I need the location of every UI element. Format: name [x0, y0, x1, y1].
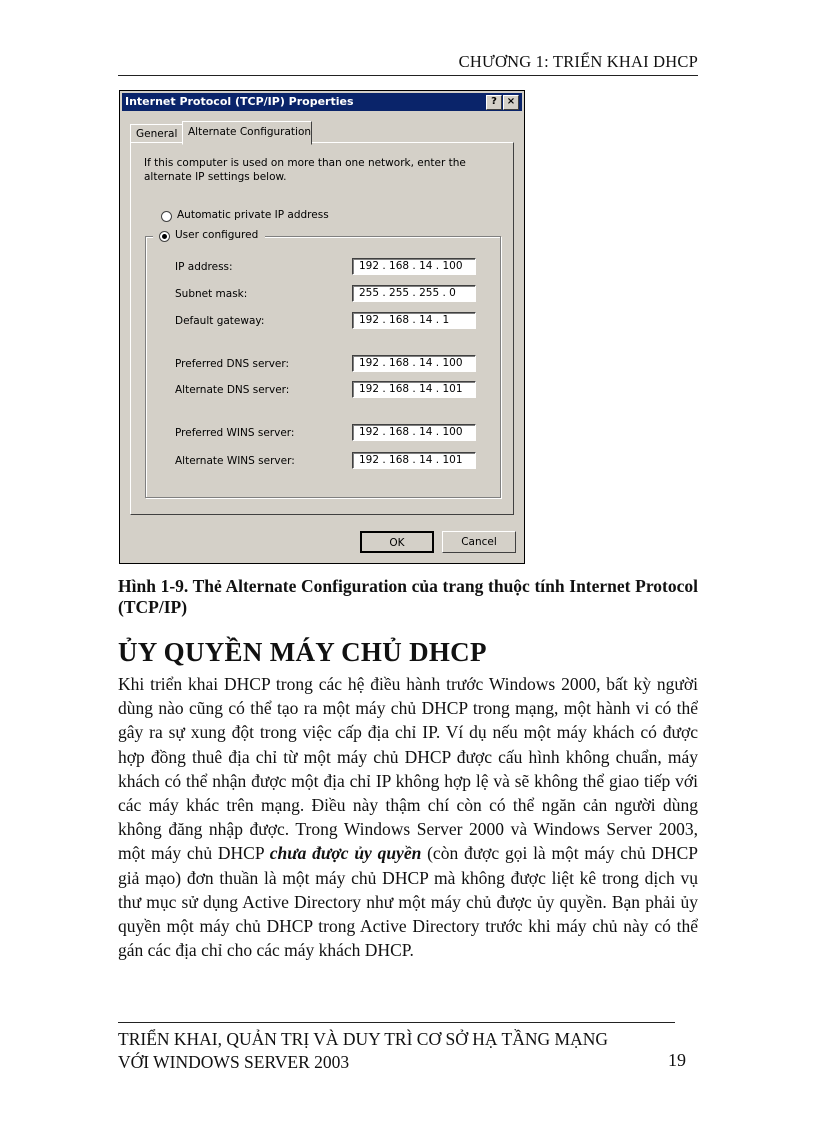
radio-user-configured-label[interactable]: User configured	[175, 229, 259, 241]
preferred-dns-label: Preferred DNS server:	[175, 358, 290, 370]
default-gateway-label: Default gateway:	[175, 315, 265, 327]
tab-alternate-configuration[interactable]: Alternate Configuration	[182, 121, 312, 145]
preferred-wins-field[interactable]: 192 . 168 . 14 . 100	[352, 424, 476, 441]
dialog-titlebar[interactable]	[122, 93, 522, 111]
running-header: CHƯƠNG 1: TRIỂN KHAI DHCP	[458, 52, 698, 71]
page-number: 19	[668, 1050, 686, 1070]
close-button[interactable]: ×	[503, 95, 519, 110]
help-button[interactable]: ?	[486, 95, 502, 110]
tab-panel	[130, 142, 514, 515]
paragraph-text-before: Khi triển khai DHCP trong các hệ điều hành trước Windows 2000, bất kỳ người dùng nào cũng có thể tạo ra một máy chủ DHCP trong mạng, một hành vi có thể gây ra sự xung đột trong việc cấp địa chỉ IP. Ví dụ nếu một máy khách có được hợp đồng thuê địa chỉ từ một máy chủ DHCP được cấu hình không chuẩn, máy khách có thể nhận được một địa chỉ IP không hợp lệ và sẽ không thể giao tiếp với các máy khác trên mạng. Điều này thậm chí còn có thể ngăn cản người dùng không đăng nhập được. Trong Windows Server 2000 và Windows Server 2003, một máy chủ DHCP	[118, 674, 698, 864]
alternate-dns-label: Alternate DNS server:	[175, 384, 290, 396]
footer-line-2: VỚI WINDOWS SERVER 2003	[118, 1052, 350, 1072]
dialog-title: Internet Protocol (TCP/IP) Properties	[125, 95, 354, 108]
emphasis-text: chưa được ủy quyền	[269, 843, 422, 864]
running-footer	[118, 1028, 608, 1074]
ip-address-field[interactable]: 192 . 168 . 14 . 100	[352, 258, 476, 275]
radio-user-configured[interactable]	[159, 231, 170, 242]
group-legend	[153, 229, 265, 243]
footer-line-1: TRIỂN KHAI, QUẢN TRỊ VÀ DUY TRÌ CƠ SỞ HẠ TẦNG MẠNG	[118, 1029, 608, 1049]
footer-rule	[118, 1022, 675, 1023]
alternate-wins-label: Alternate WINS server:	[175, 455, 295, 467]
figure-caption: Hình 1-9. Thẻ Alternate Configuration của trang thuộc tính Internet Protocol (TCP/IP)	[118, 576, 698, 617]
tcpip-properties-dialog	[119, 90, 525, 564]
preferred-dns-field[interactable]: 192 . 168 . 14 . 100	[352, 355, 476, 372]
subnet-mask-field[interactable]: 255 . 255 . 255 . 0	[352, 285, 476, 302]
cancel-button[interactable]: Cancel	[442, 531, 516, 553]
preferred-wins-label: Preferred WINS server:	[175, 427, 295, 439]
radio-automatic-label[interactable]: Automatic private IP address	[177, 209, 329, 221]
tab-general[interactable]: General	[130, 124, 184, 144]
user-configured-group	[145, 236, 501, 498]
radio-automatic-private-ip[interactable]	[161, 211, 172, 222]
ok-button[interactable]: OK	[360, 531, 434, 553]
alternate-dns-field[interactable]: 192 . 168 . 14 . 101	[352, 381, 476, 398]
header-rule	[118, 75, 698, 76]
intro-text: If this computer is used on more than one network, enter the alternate IP settings below.	[144, 157, 466, 183]
default-gateway-field[interactable]: 192 . 168 . 14 . 1	[352, 312, 476, 329]
ip-address-label: IP address:	[175, 261, 233, 273]
subnet-mask-label: Subnet mask:	[175, 288, 248, 300]
section-heading: ỦY QUYỀN MÁY CHỦ DHCP	[118, 637, 487, 667]
paragraph-text-after: (còn được gọi là một máy chủ DHCP giả mạo) đơn thuần là một máy chủ DHCP mà không được liệt kê trong dịch vụ thư mục sử dụng Active Directory như một máy chủ được ủy quyền. Bạn phải ủy quyền một máy chủ DHCP trong Active Directory trước khi máy chủ này có thể gán các địa chỉ cho các máy khách DHCP.	[118, 843, 699, 961]
body-paragraph	[118, 672, 698, 962]
alternate-wins-field[interactable]: 192 . 168 . 14 . 101	[352, 452, 476, 469]
